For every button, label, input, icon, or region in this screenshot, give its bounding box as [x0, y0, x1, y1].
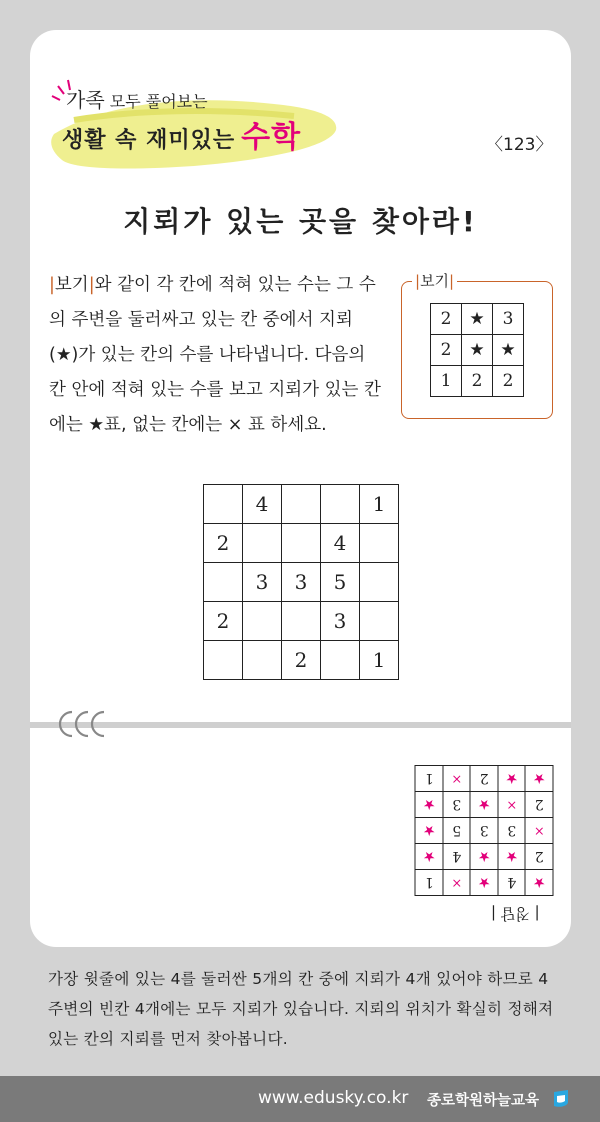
- puzzle-cell[interactable]: [360, 563, 399, 602]
- answer-cell: ★: [471, 844, 499, 870]
- puzzle-cell[interactable]: [360, 602, 399, 641]
- series-title-accent: 수학: [241, 120, 302, 155]
- example-cell: ★: [462, 335, 493, 366]
- series-title-line1: [66, 84, 208, 113]
- puzzle-grid: [203, 484, 399, 680]
- answer-cell: ×: [526, 818, 554, 844]
- example-label: |보기|: [412, 270, 457, 291]
- answer-row: [416, 844, 554, 870]
- series-title-prefix: 가족: [66, 88, 105, 112]
- puzzle-cell[interactable]: [243, 641, 282, 680]
- puzzle-cell[interactable]: [282, 602, 321, 641]
- answer-cell: ★: [471, 792, 499, 818]
- answer-cell: 2: [526, 844, 554, 870]
- puzzle-row: [204, 641, 399, 680]
- answer-cell: 1: [416, 870, 444, 896]
- page-number: 〈123〉: [486, 135, 553, 155]
- answer-cell: ★: [416, 844, 444, 870]
- example-cell: 3: [493, 304, 524, 335]
- puzzle-cell[interactable]: 4: [321, 524, 360, 563]
- answer-row: [416, 766, 554, 792]
- example-cell: 2: [431, 304, 462, 335]
- page-title: 지뢰가 있는 곳을 찾아라!: [123, 205, 478, 238]
- puzzle-cell[interactable]: [282, 524, 321, 563]
- answer-cell: ×: [498, 792, 526, 818]
- example-grid: [430, 303, 524, 397]
- example-cell: 1: [431, 366, 462, 397]
- example-label-text: 보기: [420, 272, 450, 290]
- puzzle-cell[interactable]: 1: [360, 641, 399, 680]
- answer-cell: ★: [498, 766, 526, 792]
- puzzle-row: [204, 563, 399, 602]
- answer-label-text: 정답: [500, 905, 530, 923]
- answer-cell: 5: [443, 818, 471, 844]
- footer-brand: 종로학원하늘교육: [427, 1093, 540, 1109]
- puzzle-cell[interactable]: [243, 524, 282, 563]
- answer-cell: 3: [443, 792, 471, 818]
- example-row: [431, 366, 524, 397]
- answer-cell: 2: [471, 766, 499, 792]
- answer-cell: 4: [498, 870, 526, 896]
- answer-row: [416, 792, 554, 818]
- answer-cell: ★: [416, 792, 444, 818]
- series-title-rest: 모두 풀어보는: [109, 92, 208, 111]
- answer-cell: 1: [416, 766, 444, 792]
- puzzle-cell[interactable]: [204, 485, 243, 524]
- answer-cell: 3: [471, 818, 499, 844]
- answer-cell: ★: [526, 766, 554, 792]
- example-cell: 2: [431, 335, 462, 366]
- answer-cell: ★: [526, 870, 554, 896]
- series-title-main: 생활 속 재미있는: [62, 128, 236, 153]
- answer-grid: [415, 765, 554, 896]
- answer-cell: ★: [416, 818, 444, 844]
- answer-label: | 정답 |: [491, 905, 540, 923]
- example-cell: ★: [493, 335, 524, 366]
- footer-url[interactable]: www.edusky.co.kr: [258, 1088, 409, 1108]
- puzzle-cell[interactable]: 4: [243, 485, 282, 524]
- puzzle-row: [204, 524, 399, 563]
- answer-row: [416, 818, 554, 844]
- answer-cell: 2: [526, 792, 554, 818]
- instruction-body: 와 같이 각 칸에 적혀 있는 수는 그 수의 주변을 둘러싸고 있는 칸 중에서 지뢰(★)가 있는 칸의 수를 나타냅니다. 다음의 칸 안에 적혀 있는 수를 보고 지뢰가 있는 칸에는 ★표, 없는 칸에는 × 표 하세요.: [49, 275, 381, 435]
- example-row: [431, 335, 524, 366]
- hint-text: 가장 윗줄에 있는 4를 둘러싼 5개의 칸 중에 지뢰가 4개 있어야 하므로 4 주변의 빈칸 4개에는 모두 지뢰가 있습니다. 지뢰의 위치가 확실히 정해져 있는 칸의 지뢰를 먼저 찾아봅니다.: [48, 970, 554, 1048]
- puzzle-cell[interactable]: [282, 485, 321, 524]
- puzzle-row: [204, 485, 399, 524]
- instruction-text: [49, 268, 381, 443]
- puzzle-cell[interactable]: [204, 641, 243, 680]
- example-cell: 2: [493, 366, 524, 397]
- puzzle-cell[interactable]: 2: [282, 641, 321, 680]
- puzzle-cell[interactable]: [321, 485, 360, 524]
- example-cell: ★: [462, 304, 493, 335]
- answer-cell: ★: [498, 844, 526, 870]
- example-row: [431, 304, 524, 335]
- answer-cell: ×: [443, 870, 471, 896]
- puzzle-cell[interactable]: 2: [204, 602, 243, 641]
- puzzle-cell[interactable]: 3: [321, 602, 360, 641]
- puzzle-cell[interactable]: [243, 602, 282, 641]
- puzzle-cell[interactable]: 3: [243, 563, 282, 602]
- binder-rings-icon: [58, 706, 118, 742]
- series-title-line2: [62, 112, 301, 156]
- example-reference-label: 보기: [54, 275, 89, 295]
- puzzle-row: [204, 602, 399, 641]
- puzzle-cell[interactable]: 1: [360, 485, 399, 524]
- puzzle-cell[interactable]: 3: [282, 563, 321, 602]
- puzzle-cell[interactable]: [360, 524, 399, 563]
- answer-cell: 3: [498, 818, 526, 844]
- brand-logo-icon: [552, 1088, 570, 1108]
- answer-cell: ★: [471, 870, 499, 896]
- answer-cell: ×: [443, 766, 471, 792]
- example-reference-tag: |보기|: [49, 275, 95, 295]
- puzzle-cell[interactable]: 5: [321, 563, 360, 602]
- puzzle-cell[interactable]: [204, 563, 243, 602]
- answer-cell: 4: [443, 844, 471, 870]
- puzzle-cell[interactable]: 2: [204, 524, 243, 563]
- puzzle-cell[interactable]: [321, 641, 360, 680]
- example-cell: 2: [462, 366, 493, 397]
- answer-row: [416, 870, 554, 896]
